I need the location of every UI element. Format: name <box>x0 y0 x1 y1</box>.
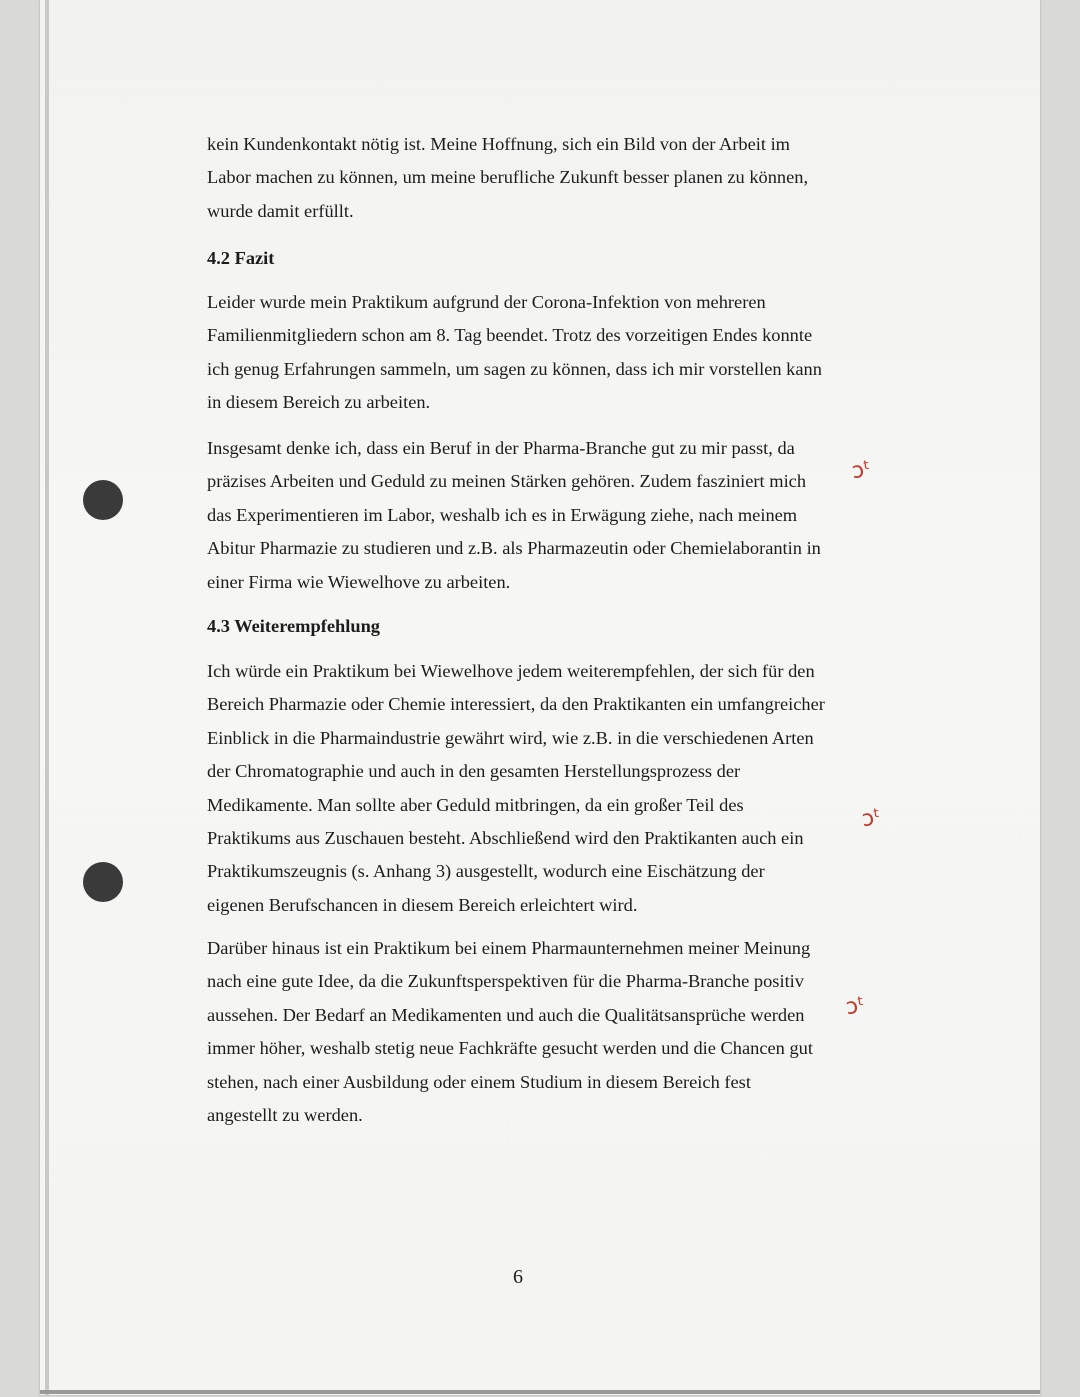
text-line: Leider wurde mein Praktikum aufgrund der Corona-Infektion von mehreren <box>207 292 766 312</box>
text-line: wurde damit erfüllt. <box>207 200 354 221</box>
page-bottom-edge <box>40 1390 1040 1394</box>
paragraph-intro <box>207 128 837 228</box>
paragraph-weiterempfehlung-2 <box>207 932 837 1132</box>
text-line: Insgesamt denke ich, dass ein Beruf in der Pharma-Branche gut zu mir passt, da <box>207 438 795 458</box>
text-line: angestellt zu werden. <box>207 1105 363 1126</box>
heading-weiterempfehlung: 4.3 Weiterempfehlung <box>207 616 381 636</box>
text-line: Abitur Pharmazie zu studieren und z.B. als Pharmazeutin oder Chemielaborantin in <box>207 538 821 559</box>
text-line: kein Kundenkontakt nötig ist. Meine Hoffnung, sich ein Bild von der Arbeit im <box>207 134 790 154</box>
text-line: aussehen. Der Bedarf an Medikamenten und auch die Qualitätsansprüche werden <box>207 1004 805 1025</box>
text-line: präzises Arbeiten und Geduld zu meinen Stärken gehören. Zudem fasziniert mich <box>207 471 807 492</box>
text-line: immer höher, weshalb stetig neue Fachkräfte gesucht werden und die Chancen gut <box>207 1038 813 1059</box>
text-line: Labor machen zu können, um meine berufliche Zukunft besser planen zu können, <box>207 167 809 188</box>
margin-correction-mark: ↄᵗ <box>850 456 873 485</box>
margin-correction-mark: ↄᵗ <box>860 804 883 833</box>
text-line: der Chromatographie und auch in den gesamten Herstellungsprozess der <box>207 761 741 782</box>
text-line: Einblick in die Pharmaindustrie gewährt wird, wie z.B. in die verschiedenen Arten <box>207 727 814 748</box>
page-left-edge <box>45 0 49 1395</box>
text-line: eigenen Berufschancen in diesem Bereich erleichtert wird. <box>207 894 638 915</box>
text-line: Bereich Pharmazie oder Chemie interessiert, da den Praktikanten ein umfangreicher <box>207 694 825 715</box>
text-line: Praktikumszeugnis (s. Anhang 3) ausgestellt, wodurch eine Eischätzung der <box>207 861 765 882</box>
paragraph-fazit-1 <box>207 286 837 420</box>
text-line: ich genug Erfahrungen sammeln, um sagen zu können, dass ich mir vorstellen kann <box>207 358 822 379</box>
text-line: stehen, nach einer Ausbildung oder einem Studium in diesem Bereich fest <box>207 1071 751 1092</box>
text-line: Praktikums aus Zuschauen besteht. Abschließend wird den Praktikanten auch ein <box>207 828 804 849</box>
text-line: in diesem Bereich zu arbeiten. <box>207 392 431 413</box>
paragraph-weiterempfehlung-1 <box>207 655 837 922</box>
paragraph-fazit-2 <box>207 432 837 599</box>
margin-correction-mark: ↄᵗ <box>844 992 867 1021</box>
text-line: einer Firma wie Wiewelhove zu arbeiten. <box>207 571 511 592</box>
text-line: Ich würde ein Praktikum bei Wiewelhove jedem weiterempfehlen, der sich für den <box>207 661 815 681</box>
punch-hole-bottom <box>83 862 123 902</box>
text-line: nach eine gute Idee, da die Zukunftsperspektiven für die Pharma-Branche positiv <box>207 971 804 992</box>
punch-hole-top <box>83 480 123 520</box>
text-line: Familienmitgliedern schon am 8. Tag beendet. Trotz des vorzeitigen Endes konnte <box>207 325 813 346</box>
page-number: 6 <box>513 1266 523 1288</box>
text-line: das Experimentieren im Labor, weshalb ich es in Erwägung ziehe, nach meinem <box>207 504 798 525</box>
heading-fazit: 4.2 Fazit <box>207 248 275 268</box>
text-line: Medikamente. Man sollte aber Geduld mitbringen, da ein großer Teil des <box>207 794 744 815</box>
text-line: Darüber hinaus ist ein Praktikum bei einem Pharmaunternehmen meiner Meinung <box>207 938 811 958</box>
